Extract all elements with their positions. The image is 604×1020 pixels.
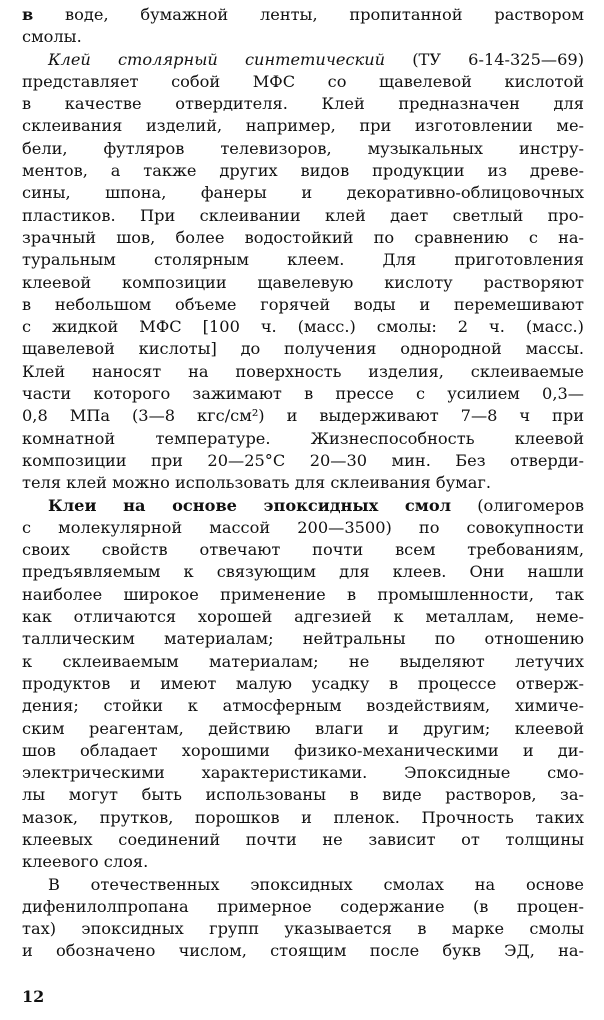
text-segment: сины, шпона, фанеры и декоративно-облицовочных <box>22 183 584 203</box>
paragraph <box>22 49 584 495</box>
text-line <box>22 249 584 271</box>
text-line <box>22 26 584 48</box>
text-line <box>22 338 584 360</box>
text-segment: своих свойств отвечают почти всем требованиям, <box>22 540 584 560</box>
text-line <box>22 628 584 650</box>
text-segment: ским реагентам, действию влаги и другим; клеевой <box>22 718 584 738</box>
text-line <box>22 807 584 829</box>
text-segment: к склеиваемым материалам; не выделяют летучих <box>22 651 584 671</box>
text-segment: зрачный шов, более водостойкий по сравнению с на- <box>22 227 584 247</box>
text-segment: с молекулярной массой 200—3500) по совокупности <box>22 517 584 537</box>
text-segment: склеивания изделий, например, при изготовлении ме- <box>22 116 584 136</box>
text-line <box>22 740 584 762</box>
text-line <box>22 718 584 740</box>
bold-term: Клеи на основе эпоксидных смол <box>48 495 452 515</box>
text-segment: Клей наносят на поверхность изделия, склеиваемые <box>22 361 584 381</box>
text-line <box>22 115 584 137</box>
text-line <box>22 49 584 71</box>
text-segment: шов обладает хорошими физико-механическими и ди- <box>22 740 584 760</box>
text-line <box>22 495 584 517</box>
text-line <box>22 294 584 316</box>
body-text <box>22 4 584 963</box>
text-line <box>22 784 584 806</box>
text-segment: представляет собой МФС со щавелевой кислотой <box>22 71 584 91</box>
bold-term: в <box>22 5 34 24</box>
text-line <box>22 561 584 583</box>
text-line <box>22 316 584 338</box>
text-segment: композиции при 20—25°С 20—30 мин. Без отверди- <box>22 450 584 470</box>
text-line <box>22 606 584 628</box>
text-segment: (ТУ 6-14-325—69) <box>385 49 585 69</box>
text-segment: в небольшом объеме горячей воды и перемешивают <box>22 294 584 314</box>
text-line <box>22 472 584 494</box>
text-segment: клеевого слоя. <box>22 852 149 872</box>
text-line <box>22 651 584 673</box>
text-segment: клеевой композиции щавелевую кислоту растворяют <box>22 272 584 292</box>
text-segment: в качестве отвердителя. Клей предназначен для <box>22 94 584 114</box>
text-line <box>22 829 584 851</box>
text-line <box>22 695 584 717</box>
text-segment: туральным столярным клеем. Для приготовления <box>22 250 584 270</box>
text-line <box>22 874 584 896</box>
paragraph <box>22 874 584 963</box>
text-line <box>22 93 584 115</box>
text-line <box>22 428 584 450</box>
text-segment: мазок, прутков, порошков и пленок. Прочность таких <box>22 807 584 827</box>
text-segment: комнатной температуре. Жизнеспособность клеевой <box>22 428 584 448</box>
page-number: 12 <box>22 987 45 1006</box>
text-line <box>22 918 584 940</box>
text-segment: и обозначено числом, стоящим после букв ЭД, на- <box>22 941 584 961</box>
text-segment: пластиков. При склеивании клей дает светлый про- <box>22 205 584 225</box>
text-line <box>22 584 584 606</box>
text-line <box>22 405 584 427</box>
text-segment: 0,8 МПа (3—8 кгс/см²) и выдерживают 7—8 ч при <box>22 406 584 426</box>
text-line <box>22 71 584 93</box>
text-line <box>22 227 584 249</box>
text-segment: наиболее широкое применение в промышленности, так <box>22 584 584 604</box>
book-page <box>22 4 584 963</box>
text-segment: дения; стойки к атмосферным воздействиям, химиче- <box>22 696 584 716</box>
text-segment: щавелевой кислоты] до получения однородной массы. <box>22 339 584 359</box>
text-line <box>22 361 584 383</box>
text-line <box>22 272 584 294</box>
text-line <box>22 762 584 784</box>
text-segment: таллическим материалам; нейтральны по отношению <box>22 629 584 649</box>
paragraph <box>22 4 584 49</box>
text-segment: с жидкой МФС [100 ч. (масс.) смолы: 2 ч. (масс.) <box>22 317 584 337</box>
text-line <box>22 138 584 160</box>
text-line <box>22 940 584 962</box>
paragraph <box>22 495 584 874</box>
text-segment: предъявляемым к связующим для клеев. Они нашли <box>22 562 584 582</box>
text-line <box>22 673 584 695</box>
text-segment: клеевых соединений почти не зависит от толщины <box>22 829 584 849</box>
text-segment: смолы. <box>22 27 82 47</box>
text-segment: теля клей можно использовать для склеивания бумаг. <box>22 473 492 493</box>
italic-term: Клей столярный синтетический <box>48 49 386 69</box>
text-segment: электрическими характеристиками. Эпоксидные смо- <box>22 763 584 783</box>
text-segment: (олигомеров <box>451 495 584 515</box>
text-line <box>22 517 584 539</box>
text-line <box>22 851 584 873</box>
text-segment: тах) эпоксидных групп указывается в марке смолы <box>22 919 584 939</box>
text-line <box>22 182 584 204</box>
text-line <box>22 205 584 227</box>
text-segment: В отечественных эпоксидных смолах на основе <box>48 874 584 894</box>
text-segment: продуктов и имеют малую усадку в процессе отверж- <box>22 673 584 693</box>
text-segment: ментов, а также других видов продукции из древе- <box>22 161 584 181</box>
text-segment: дифенилолпропана примерное содержание (в процен- <box>22 896 584 916</box>
text-line <box>22 450 584 472</box>
text-line <box>22 383 584 405</box>
text-segment: части которого зажимают в прессе с усилием 0,3— <box>22 384 584 404</box>
text-segment: бели, футляров телевизоров, музыкальных инстру- <box>22 138 584 158</box>
text-segment: лы могут быть использованы в виде растворов, за- <box>22 785 584 805</box>
text-line <box>22 4 584 26</box>
text-line <box>22 539 584 561</box>
text-line <box>22 896 584 918</box>
text-segment: воде, бумажной ленты, пропитанной раствором <box>33 5 584 24</box>
text-segment: как отличаются хорошей адгезией к металлам, неме- <box>22 607 584 627</box>
text-line <box>22 160 584 182</box>
